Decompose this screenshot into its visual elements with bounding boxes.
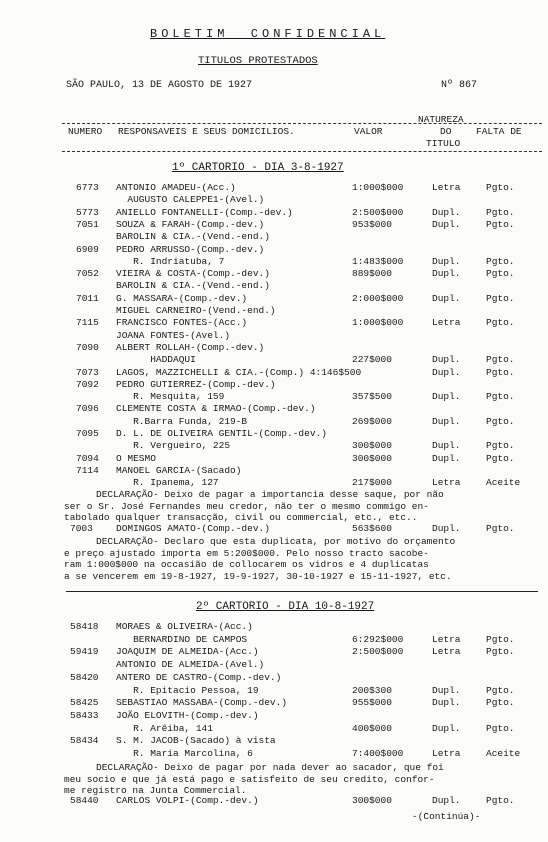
- declaration-line: DECLARAÇÃO- Deixo de pagar por nada dever ao sacador, que foi: [96, 762, 444, 773]
- entry-title-type: Dupl.: [432, 452, 461, 464]
- entry-responsible: R. Mesquita, 159: [116, 391, 225, 403]
- entry-value: 357$500: [352, 391, 392, 403]
- declaration-line: ram 1:000$000 na occasião de collocarem os vidros e 4 duplicatas: [64, 559, 429, 570]
- entry-value: 953$000: [352, 218, 392, 230]
- entry-number: 7114: [76, 464, 99, 476]
- entry-responsible: O MESMO: [116, 452, 156, 464]
- entry-title-type: Dupl.: [432, 795, 461, 806]
- entry-responsible: R. Ipanema, 127: [116, 477, 219, 489]
- entry-responsible: S. M. JACOB-(Sacado) à vista: [116, 735, 276, 747]
- declaration-line: e preço ajustado importa em 5:200$000. Pelo nosso tracto sacobe-: [64, 547, 429, 559]
- entry-title-type: Letra: [432, 317, 461, 329]
- entry-responsible: R. Indriatuba, 7: [116, 255, 225, 267]
- entry-value: 1:000$000: [352, 182, 404, 193]
- entry-responsible: ANIELLO FONTANELLI-(Comp.-dev.): [116, 206, 293, 218]
- entry-reason: Pgto.: [486, 255, 515, 267]
- col-numero: NUMERO: [68, 126, 103, 137]
- entry-responsible: BAROLIN & CIA.-(Vend.-end.): [116, 231, 270, 243]
- entry-reason: Aceite: [486, 477, 521, 489]
- entry-value: 7:400$000: [352, 748, 404, 759]
- entry-number: 6773: [76, 182, 99, 193]
- entry-reason: Pgto.: [486, 391, 515, 403]
- entry-reason: Pgto.: [486, 182, 515, 193]
- entry-title-type: Dupl.: [432, 268, 461, 280]
- entry-reason: Pgto.: [486, 415, 515, 427]
- section-2-heading: 2º CARTORIO - DIA 10-8-1927: [196, 601, 375, 613]
- issue-number: Nº 867: [441, 80, 478, 91]
- entry-number: 5773: [76, 206, 99, 218]
- entry-value: 269$000: [352, 415, 392, 427]
- entry-responsible: CLEMENTE COSTA & IRMAO-(Comp.-dev.): [116, 403, 316, 415]
- entry-responsible: CARLOS VOLPI-(Comp.-dev.): [116, 795, 259, 806]
- entry-number: 7096: [76, 403, 99, 415]
- entry-title-type: Dupl.: [432, 523, 461, 534]
- declaration-line: DECLARAÇÃO- Declaro que esta duplicata, por motivo do orçamento: [96, 536, 456, 547]
- entry-value: 6:292$000: [352, 633, 404, 645]
- bulletin-subtitle: TITULOS PROTESTADOS: [198, 55, 318, 67]
- entry-number: 7011: [76, 292, 99, 304]
- entry-title-type: Letra: [432, 748, 461, 759]
- entry-value: 200$300: [352, 684, 392, 696]
- entry-responsible: FRANCISCO FONTES-(Acc.): [116, 317, 248, 329]
- entry-responsible: R.Barra Funda, 219-B: [116, 415, 248, 427]
- entry-number: 7094: [76, 452, 99, 464]
- entry-value: 889$000: [352, 268, 392, 280]
- col-responsaveis: RESPONSAVEIS E SEUS DOMICILIOS.: [118, 126, 295, 137]
- entry-responsible: DOMINGOS AMATO-(Comp.-dev.): [116, 523, 270, 534]
- entry-responsible: BERNARDINO DE CAMPOS: [116, 633, 248, 645]
- entry-number: 7073: [76, 366, 99, 378]
- entry-value: 300$000: [352, 440, 392, 452]
- entry-title-type: Dupl.: [432, 292, 461, 304]
- entry-reason: Pgto.: [486, 440, 515, 452]
- entry-responsible: R. Maria Marcolina, 6: [116, 748, 253, 759]
- entry-number: 7003: [70, 523, 93, 534]
- entry-responsible: R. Vergueiro, 225: [116, 440, 231, 452]
- entry-title-type: Dupl.: [432, 391, 461, 403]
- entry-responsible: HADDAQUI: [116, 354, 196, 366]
- entry-title-type: Letra: [432, 646, 461, 658]
- entry-title-type: Dupl.: [432, 415, 461, 427]
- entry-responsible: PEDRO GUTIERREZ-(Comp.-dev.): [116, 378, 276, 390]
- entry-title-type: Dupl.: [432, 255, 461, 267]
- col-natureza-3: TITULO: [426, 138, 461, 149]
- entry-reason: Pgto.: [486, 684, 515, 696]
- entry-number: 7052: [76, 268, 99, 280]
- entry-responsible: SOUZA & FARAH-(Comp.-dev.): [116, 218, 265, 230]
- entry-number: 58433: [70, 709, 99, 721]
- declaration-line: ser o Sr. José Fernandes meu credor, não ter o mesmo commigo en-: [64, 500, 429, 512]
- col-natureza-2: DO: [440, 126, 452, 137]
- entry-responsible: JOAQUIM DE ALMEIDA-(Acc.): [116, 646, 259, 658]
- entry-title-type: Letra: [432, 182, 461, 193]
- entry-responsible: R. Arêiba, 141: [116, 722, 213, 734]
- entry-reason: Pgto.: [486, 292, 515, 304]
- entry-title-type: Dupl.: [432, 684, 461, 696]
- declaration-line: tabolado qualquer transacção, civil ou commercial, etc., etc..: [64, 512, 418, 523]
- entry-reason: Pgto.: [486, 633, 515, 645]
- entry-title-type: Dupl.: [432, 366, 461, 378]
- col-natureza-1: NATUREZA: [418, 114, 464, 125]
- entry-value: 1:483$000: [352, 255, 404, 267]
- declaration-line: meu socio e que já está pago e satisfeito de seu credito, confor-: [64, 773, 435, 785]
- entry-value: 300$000: [352, 452, 392, 464]
- entry-number: 58440: [70, 795, 99, 806]
- entry-reason: Pgto.: [486, 646, 515, 658]
- entry-responsible: ALBERT ROLLAH-(Comp.-dev.): [116, 341, 265, 353]
- entry-number: 7115: [76, 317, 99, 329]
- entry-value: 563$600: [352, 523, 392, 534]
- entry-responsible: MIGUEL CARNEIRO-(Vend.-end.): [116, 305, 276, 316]
- entry-responsible: JOANA FONTES-(Avel.): [116, 329, 231, 341]
- entry-responsible: ANTONIO DE ALMEIDA-(Avel.): [116, 659, 265, 671]
- entry-number: 58418: [70, 621, 99, 632]
- entry-number: 7095: [76, 428, 99, 439]
- entry-number: 59419: [70, 646, 99, 658]
- section-divider: [66, 591, 538, 592]
- entry-responsible: SEBASTIAO MASSABA-(Comp.-dev.): [116, 697, 288, 709]
- col-falta: FALTA DE: [476, 126, 522, 137]
- entry-value: 217$000: [352, 477, 392, 489]
- section-1-heading: 1º CARTORIO - DIA 3-8-1927: [172, 162, 344, 174]
- bulletin-title: BOLETIM CONFIDENCIAL: [150, 27, 386, 41]
- place-date: SÃO PAULO, 13 DE AGOSTO DE 1927: [66, 80, 253, 91]
- entry-value: 227$000: [352, 354, 392, 366]
- entry-reason: Pgto.: [486, 268, 515, 280]
- entry-responsible: JOÃO ELOVITH-(Comp.-dev.): [116, 709, 259, 721]
- entry-value: 2:500$000: [352, 206, 404, 218]
- entry-reason: Aceite: [486, 748, 521, 759]
- entry-responsible: R. Epitacio Pessoa, 19: [116, 684, 259, 696]
- entry-responsible: G. MASSARA-(Comp.-dev.): [116, 292, 248, 304]
- entry-reason: Pgto.: [486, 317, 515, 329]
- col-valor: VALOR: [354, 126, 383, 137]
- entry-number: 58434: [70, 735, 99, 747]
- continua-note: -(Continúa)-: [412, 811, 481, 822]
- entry-title-type: Letra: [432, 633, 461, 645]
- entry-reason: Pgto.: [486, 354, 515, 366]
- entry-title-type: Dupl.: [432, 440, 461, 452]
- entry-reason: Pgto.: [486, 795, 515, 806]
- entry-title-type: Letra: [432, 477, 461, 489]
- entry-number: 7051: [76, 218, 99, 230]
- entry-value: 955$000: [352, 697, 392, 709]
- entry-responsible: D. L. DE OLIVEIRA GENTIL-(Comp.-dev.): [116, 428, 327, 439]
- entry-number: 7090: [76, 341, 99, 353]
- entry-responsible: AUGUSTO CALEPPE1-(Avel.): [116, 194, 265, 206]
- entry-number: 58425: [70, 697, 99, 709]
- entry-responsible: BAROLIN & CIA.-(Vend.-end.): [116, 280, 270, 292]
- entry-title-type: Dupl.: [432, 206, 461, 218]
- entry-number: 7092: [76, 378, 99, 390]
- entry-reason: Pgto.: [486, 722, 515, 734]
- entry-value: 400$000: [352, 722, 392, 734]
- entry-responsible: PEDRO ARRUSSO-(Comp.-dev.): [116, 243, 265, 255]
- entry-value: 300$000: [352, 795, 392, 806]
- entry-responsible: MORAES & OLIVEIRA-(Acc.): [116, 621, 253, 632]
- declaration-line: me registro na Junta Commercial.: [64, 785, 247, 796]
- entry-reason: Pgto.: [486, 366, 515, 378]
- entry-reason: Pgto.: [486, 218, 515, 230]
- entry-value: 1:000$000: [352, 317, 404, 329]
- header-bottom-rule: [62, 151, 542, 152]
- entry-title-type: Dupl.: [432, 354, 461, 366]
- header-top-rule: [62, 123, 542, 124]
- entry-value: 2:000$000: [352, 292, 404, 304]
- entry-title-type: Dupl.: [432, 697, 461, 709]
- entry-responsible: LAGOS, MAZZICHELLI & CIA.-(Comp.) 4:146$500: [116, 366, 362, 378]
- entry-title-type: Dupl.: [432, 218, 461, 230]
- declaration-line: a se vencerem em 19-8-1927, 19-9-1927, 30-10-1927 e 15-11-1927, etc.: [64, 570, 452, 582]
- entry-responsible: VIEIRA & COSTA-(Comp.-dev.): [116, 268, 270, 280]
- entry-number: 6909: [76, 243, 99, 255]
- entry-responsible: MANOEL GARCIA-(Sacado): [116, 464, 242, 476]
- entry-reason: Pgto.: [486, 206, 515, 218]
- entry-reason: Pgto.: [486, 452, 515, 464]
- declaration-line: DECLARAÇÃO- Deixo de pagar a importancia desse saque, por não: [96, 489, 444, 500]
- entry-title-type: Dupl.: [432, 722, 461, 734]
- entry-number: 58420: [70, 671, 99, 683]
- entry-value: 2:500$000: [352, 646, 404, 658]
- entry-reason: Pgto.: [486, 697, 515, 709]
- entry-reason: Pgto.: [486, 523, 515, 534]
- entry-responsible: ANTONIO AMADEU-(Acc.): [116, 182, 236, 193]
- entry-responsible: ANTERO DE CASTRO-(Comp.-dev.): [116, 671, 282, 683]
